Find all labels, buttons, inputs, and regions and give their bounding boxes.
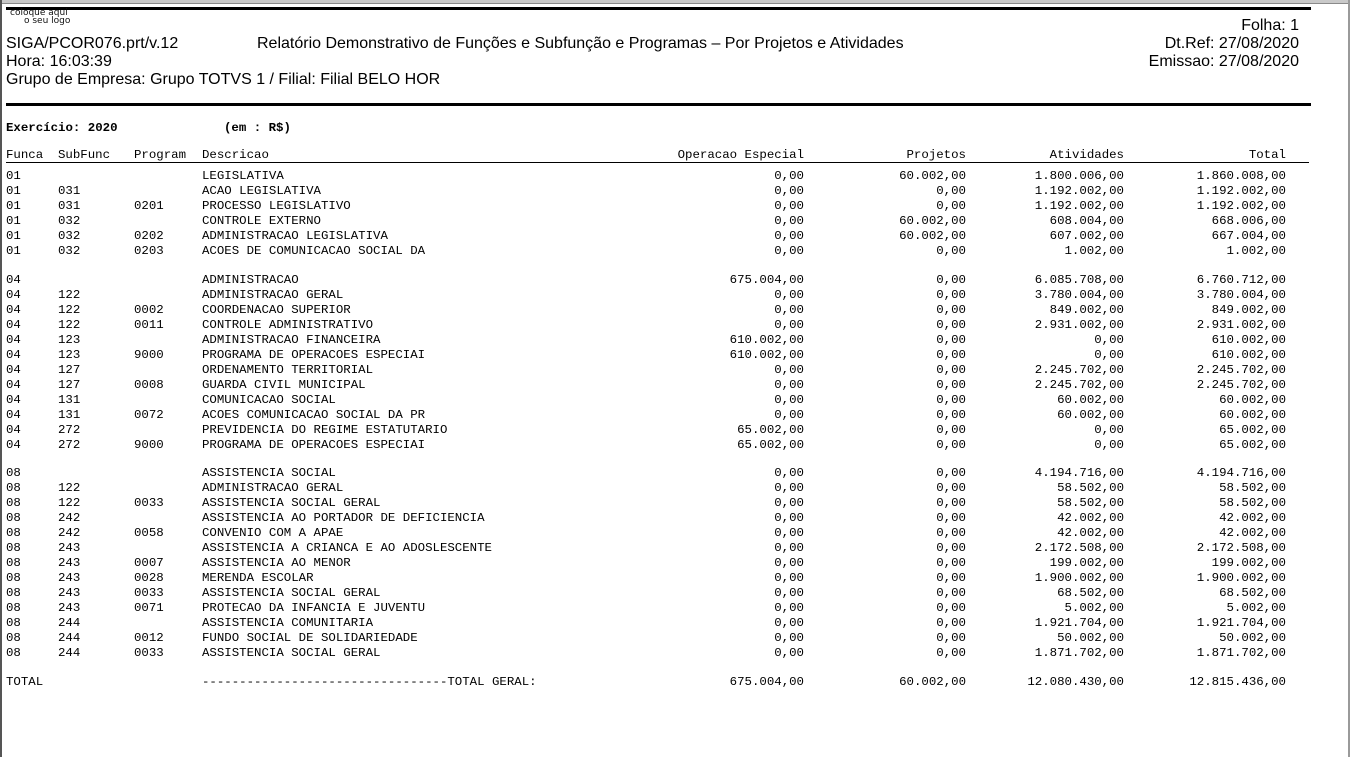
row-program: 0201 (134, 199, 164, 213)
row-atividades: 58.502,00 (1057, 496, 1124, 510)
row-atividades: 0,00 (1094, 333, 1124, 347)
row-descricao: ASSISTENCIA SOCIAL GERAL (202, 586, 381, 600)
row-total: 6.760.712,00 (1196, 273, 1286, 287)
row-operacao: 0,00 (774, 586, 804, 600)
row-operacao: 0,00 (774, 601, 804, 615)
row-operacao: 0,00 (774, 556, 804, 570)
col-header-operacao: Operacao Especial (677, 148, 804, 162)
header-bottom-rule (6, 103, 1311, 106)
row-total: 1.002,00 (1226, 244, 1286, 258)
row-total: 2.931.002,00 (1196, 318, 1286, 332)
table-row (6, 169, 1306, 183)
row-descricao: PROGRAMA DE OPERACOES ESPECIAI (202, 348, 426, 362)
table-row (6, 631, 1306, 645)
row-projetos: 0,00 (936, 601, 966, 615)
issue-date: Emissao: 27/08/2020 (1148, 53, 1299, 70)
row-projetos: 0,00 (936, 496, 966, 510)
table-row (6, 229, 1306, 243)
row-funca: 04 (6, 363, 21, 377)
row-funca: 08 (6, 511, 21, 525)
row-projetos: 0,00 (936, 571, 966, 585)
col-header-program: Program (134, 148, 187, 162)
row-funca: 01 (6, 184, 21, 198)
row-funca: 04 (6, 393, 21, 407)
row-funca: 08 (6, 631, 21, 645)
row-atividades: 608.004,00 (1049, 214, 1124, 228)
column-header-rule (6, 162, 1309, 163)
row-funca: 08 (6, 541, 21, 555)
row-atividades: 68.502,00 (1057, 586, 1124, 600)
row-total: 65.002,00 (1219, 423, 1286, 437)
col-header-funca: Funca (6, 148, 44, 162)
row-atividades: 0,00 (1094, 348, 1124, 362)
row-operacao: 0,00 (774, 496, 804, 510)
row-funca: 01 (6, 169, 21, 183)
row-atividades: 607.002,00 (1049, 229, 1124, 243)
row-operacao: 0,00 (774, 526, 804, 540)
row-descricao: PROCESSO LEGISLATIVO (202, 199, 351, 213)
row-subfunc: 242 (58, 511, 81, 525)
table-row (6, 273, 1306, 287)
table-row (6, 526, 1306, 540)
report-time: Hora: 16:03:39 (6, 53, 112, 70)
row-projetos: 0,00 (936, 438, 966, 452)
col-header-projetos: Projetos (906, 148, 966, 162)
row-funca: 01 (6, 199, 21, 213)
row-subfunc: 243 (58, 541, 81, 555)
row-atividades: 2.172.508,00 (1034, 541, 1124, 555)
row-operacao: 0,00 (774, 303, 804, 317)
row-projetos: 0,00 (936, 363, 966, 377)
row-total: 60.002,00 (1219, 408, 1286, 422)
row-funca: 08 (6, 571, 21, 585)
row-funca: 04 (6, 288, 21, 302)
row-total: 58.502,00 (1219, 481, 1286, 495)
row-program: 0033 (134, 496, 164, 510)
row-atividades: 3.780.004,00 (1034, 288, 1124, 302)
row-operacao: 0,00 (774, 646, 804, 660)
row-subfunc: 272 (58, 438, 81, 452)
row-operacao: 0,00 (774, 466, 804, 480)
row-funca: 08 (6, 496, 21, 510)
row-atividades: 6.085.708,00 (1034, 273, 1124, 287)
window-left-border (0, 0, 2, 757)
row-atividades: 0,00 (1094, 423, 1124, 437)
row-projetos: 0,00 (936, 466, 966, 480)
row-atividades: 1.900.002,00 (1034, 571, 1124, 585)
row-atividades: 2.245.702,00 (1034, 378, 1124, 392)
row-operacao: 675.004,00 (729, 273, 804, 287)
row-descricao: CONTROLE EXTERNO (202, 214, 321, 228)
row-operacao: 0,00 (774, 541, 804, 555)
col-header-total: Total (1248, 148, 1286, 162)
table-row (6, 393, 1306, 407)
row-subfunc: 122 (58, 481, 81, 495)
row-subfunc: 122 (58, 496, 81, 510)
program-id: SIGA/PCOR076.prt/v.12 (6, 35, 179, 52)
row-program: 0007 (134, 556, 164, 570)
row-subfunc: 032 (58, 214, 81, 228)
reference-date: Dt.Ref: 27/08/2020 (1164, 35, 1299, 52)
table-row (6, 303, 1306, 317)
company-group: Grupo de Empresa: Grupo TOTVS 1 / Filial: Filial BELO HOR (6, 71, 441, 88)
logo-line-1: coloque aqui (10, 8, 68, 18)
row-descricao: FUNDO SOCIAL DE SOLIDARIEDADE (202, 631, 418, 645)
col-header-subfunc: SubFunc (58, 148, 111, 162)
row-projetos: 0,00 (936, 616, 966, 630)
row-program: 0071 (134, 601, 164, 615)
row-atividades: 199.002,00 (1049, 556, 1124, 570)
row-total: 5.002,00 (1226, 601, 1286, 615)
row-subfunc: 032 (58, 229, 81, 243)
row-subfunc: 244 (58, 631, 81, 645)
row-projetos: 0,00 (936, 273, 966, 287)
row-atividades: 1.871.702,00 (1034, 646, 1124, 660)
row-descricao: ASSISTENCIA COMUNITARIA (202, 616, 374, 630)
row-operacao: 0,00 (774, 571, 804, 585)
row-total: 668.006,00 (1211, 214, 1286, 228)
table-row (6, 348, 1306, 362)
row-atividades: 60.002,00 (1057, 393, 1124, 407)
row-total: 610.002,00 (1211, 348, 1286, 362)
row-projetos: 0,00 (936, 393, 966, 407)
row-funca: 04 (6, 333, 21, 347)
row-projetos: 0,00 (936, 526, 966, 540)
row-operacao: 0,00 (774, 511, 804, 525)
row-funca: 01 (6, 214, 21, 228)
row-total: 1.860.008,00 (1196, 169, 1286, 183)
row-subfunc: 244 (58, 646, 81, 660)
row-total: 4.194.716,00 (1196, 466, 1286, 480)
row-descricao: ASSISTENCIA SOCIAL (202, 466, 336, 480)
table-row (6, 378, 1306, 392)
row-program: 0011 (134, 318, 164, 332)
row-atividades: 50.002,00 (1057, 631, 1124, 645)
row-total: 2.245.702,00 (1196, 363, 1286, 377)
row-descricao: CONTROLE ADMINISTRATIVO (202, 318, 374, 332)
row-funca: 08 (6, 466, 21, 480)
row-subfunc: 242 (58, 526, 81, 540)
row-operacao: 0,00 (774, 244, 804, 258)
table-row (6, 556, 1306, 570)
row-subfunc: 122 (58, 318, 81, 332)
report-title: Relatório Demonstrativo de Funções e Subfunção e Programas – Por Projetos e Atividades (257, 35, 904, 52)
row-funca: 04 (6, 318, 21, 332)
row-descricao: ASSISTENCIA AO MENOR (202, 556, 351, 570)
row-operacao: 0,00 (774, 199, 804, 213)
row-subfunc: 031 (58, 184, 81, 198)
row-subfunc: 031 (58, 199, 81, 213)
row-subfunc: 243 (58, 586, 81, 600)
table-row (6, 466, 1306, 480)
total-row (6, 675, 1306, 689)
table-row (6, 481, 1306, 495)
row-operacao: 0,00 (774, 408, 804, 422)
table-row (6, 363, 1306, 377)
row-total: 849.002,00 (1211, 303, 1286, 317)
row-operacao: 0,00 (774, 481, 804, 495)
row-total: 610.002,00 (1211, 333, 1286, 347)
table-row (6, 646, 1306, 660)
row-projetos: 0,00 (936, 646, 966, 660)
row-atividades: 42.002,00 (1057, 526, 1124, 540)
row-descricao: COMUNICACAO SOCIAL (202, 393, 336, 407)
row-projetos: 0,00 (936, 303, 966, 317)
row-projetos: 0,00 (936, 378, 966, 392)
row-operacao: 0,00 (774, 378, 804, 392)
table-row (6, 333, 1306, 347)
row-funca: 04 (6, 438, 21, 452)
row-subfunc: 122 (58, 288, 81, 302)
row-subfunc: 243 (58, 601, 81, 615)
row-subfunc: 243 (58, 556, 81, 570)
currency-unit: (em : R$) (224, 121, 291, 135)
row-atividades: 4.194.716,00 (1034, 466, 1124, 480)
row-operacao: 0,00 (774, 214, 804, 228)
row-descricao: ACOES DE COMUNICACAO SOCIAL DA (202, 244, 426, 258)
table-row (6, 541, 1306, 555)
row-descricao: COORDENACAO SUPERIOR (202, 303, 351, 317)
row-projetos: 0,00 (936, 481, 966, 495)
row-operacao: 65.002,00 (737, 423, 804, 437)
row-descricao: ACOES COMUNICACAO SOCIAL DA PR (202, 408, 426, 422)
row-funca: 08 (6, 601, 21, 615)
row-projetos: 0,00 (936, 348, 966, 362)
row-projetos: 0,00 (936, 541, 966, 555)
row-descricao: ASSISTENCIA SOCIAL GERAL (202, 496, 381, 510)
total-projetos: 60.002,00 (899, 675, 966, 689)
row-funca: 01 (6, 244, 21, 258)
row-program: 0012 (134, 631, 164, 645)
page-number: Folha: 1 (1241, 17, 1299, 34)
row-funca: 04 (6, 303, 21, 317)
row-total: 60.002,00 (1219, 393, 1286, 407)
row-total: 1.871.702,00 (1196, 646, 1286, 660)
row-operacao: 610.002,00 (729, 333, 804, 347)
table-row (6, 288, 1306, 302)
row-subfunc: 123 (58, 333, 81, 347)
table-row (6, 423, 1306, 437)
row-program: 0202 (134, 229, 164, 243)
row-program: 9000 (134, 348, 164, 362)
row-total: 2.172.508,00 (1196, 541, 1286, 555)
row-operacao: 0,00 (774, 229, 804, 243)
row-subfunc: 123 (58, 348, 81, 362)
row-subfunc: 032 (58, 244, 81, 258)
row-descricao: PREVIDENCIA DO REGIME ESTATUTARIO (202, 423, 448, 437)
row-funca: 04 (6, 273, 21, 287)
row-total: 50.002,00 (1219, 631, 1286, 645)
table-row (6, 438, 1306, 452)
column-header-row (6, 148, 1306, 162)
logo-line-2: o seu logo (24, 16, 71, 26)
row-program: 0072 (134, 408, 164, 422)
table-row (6, 586, 1306, 600)
row-projetos: 0,00 (936, 408, 966, 422)
row-total: 3.780.004,00 (1196, 288, 1286, 302)
row-subfunc: 122 (58, 303, 81, 317)
row-projetos: 0,00 (936, 244, 966, 258)
row-funca: 04 (6, 348, 21, 362)
row-funca: 08 (6, 646, 21, 660)
row-descricao: LEGISLATIVA (202, 169, 284, 183)
row-atividades: 0,00 (1094, 438, 1124, 452)
row-operacao: 0,00 (774, 169, 804, 183)
row-atividades: 2.931.002,00 (1034, 318, 1124, 332)
row-descricao: ORDENAMENTO TERRITORIAL (202, 363, 374, 377)
row-funca: 08 (6, 616, 21, 630)
row-operacao: 0,00 (774, 616, 804, 630)
row-subfunc: 131 (58, 408, 81, 422)
row-subfunc: 127 (58, 378, 81, 392)
row-total: 199.002,00 (1211, 556, 1286, 570)
row-atividades: 2.245.702,00 (1034, 363, 1124, 377)
fiscal-year: Exercício: 2020 (6, 121, 118, 135)
row-program: 0058 (134, 526, 164, 540)
row-program: 0033 (134, 646, 164, 660)
row-descricao: ADMINISTRACAO GERAL (202, 481, 344, 495)
row-funca: 04 (6, 378, 21, 392)
row-descricao: ADMINISTRACAO (202, 273, 299, 287)
row-total: 1.192.002,00 (1196, 184, 1286, 198)
row-descricao: ASSISTENCIA A CRIANCA E AO ADOSLESCENTE (202, 541, 492, 555)
row-descricao: ADMINISTRACAO FINANCEIRA (202, 333, 381, 347)
row-funca: 08 (6, 481, 21, 495)
row-projetos: 0,00 (936, 511, 966, 525)
row-operacao: 65.002,00 (737, 438, 804, 452)
row-funca: 01 (6, 229, 21, 243)
row-operacao: 0,00 (774, 363, 804, 377)
row-descricao: ADMINISTRACAO GERAL (202, 288, 344, 302)
row-subfunc: 244 (58, 616, 81, 630)
row-descricao: PROTECAO DA INFANCIA E JUVENTU (202, 601, 426, 615)
row-subfunc: 272 (58, 423, 81, 437)
row-atividades: 1.002,00 (1064, 244, 1124, 258)
table-row (6, 199, 1306, 213)
row-operacao: 0,00 (774, 631, 804, 645)
row-descricao: ASSISTENCIA AO PORTADOR DE DEFICIENCIA (202, 511, 485, 525)
table-row (6, 601, 1306, 615)
row-total: 2.245.702,00 (1196, 378, 1286, 392)
row-projetos: 0,00 (936, 423, 966, 437)
total-atividades: 12.080.430,00 (1027, 675, 1124, 689)
row-descricao: GUARDA CIVIL MUNICIPAL (202, 378, 366, 392)
row-operacao: 610.002,00 (729, 348, 804, 362)
row-funca: 04 (6, 423, 21, 437)
row-atividades: 1.192.002,00 (1034, 199, 1124, 213)
row-atividades: 60.002,00 (1057, 408, 1124, 422)
row-descricao: PROGRAMA DE OPERACOES ESPECIAI (202, 438, 426, 452)
row-subfunc: 131 (58, 393, 81, 407)
row-funca: 08 (6, 526, 21, 540)
row-operacao: 0,00 (774, 288, 804, 302)
col-header-atividades: Atividades (1049, 148, 1124, 162)
row-total: 42.002,00 (1219, 526, 1286, 540)
row-operacao: 0,00 (774, 318, 804, 332)
row-descricao: CONVENIO COM A APAE (202, 526, 344, 540)
row-projetos: 0,00 (936, 586, 966, 600)
row-funca: 08 (6, 556, 21, 570)
row-total: 1.900.002,00 (1196, 571, 1286, 585)
row-operacao: 0,00 (774, 184, 804, 198)
row-total: 68.502,00 (1219, 586, 1286, 600)
row-subfunc: 127 (58, 363, 81, 377)
row-total: 1.192.002,00 (1196, 199, 1286, 213)
row-subfunc: 243 (58, 571, 81, 585)
row-descricao: ADMINISTRACAO LEGISLATIVA (202, 229, 388, 243)
row-projetos: 0,00 (936, 199, 966, 213)
total-value: 12.815.436,00 (1189, 675, 1286, 689)
row-projetos: 0,00 (936, 318, 966, 332)
row-funca: 04 (6, 408, 21, 422)
row-atividades: 1.921.704,00 (1034, 616, 1124, 630)
row-atividades: 1.192.002,00 (1034, 184, 1124, 198)
total-operacao: 675.004,00 (729, 675, 804, 689)
row-descricao: MERENDA ESCOLAR (202, 571, 314, 585)
table-row (6, 244, 1306, 258)
row-program: 0002 (134, 303, 164, 317)
row-total: 1.921.704,00 (1196, 616, 1286, 630)
total-description: ---------------------------------TOTAL GERAL: (202, 675, 537, 689)
header-top-rule (6, 7, 1311, 10)
row-atividades: 42.002,00 (1057, 511, 1124, 525)
table-row (6, 496, 1306, 510)
row-projetos: 0,00 (936, 288, 966, 302)
row-program: 0008 (134, 378, 164, 392)
total-label: TOTAL (6, 675, 44, 689)
row-atividades: 58.502,00 (1057, 481, 1124, 495)
table-row (6, 616, 1306, 630)
table-row (6, 214, 1306, 228)
row-projetos: 60.002,00 (899, 229, 966, 243)
row-projetos: 0,00 (936, 631, 966, 645)
row-total: 65.002,00 (1219, 438, 1286, 452)
row-atividades: 849.002,00 (1049, 303, 1124, 317)
company-logo-placeholder (10, 9, 110, 27)
row-projetos: 60.002,00 (899, 214, 966, 228)
row-descricao: ASSISTENCIA SOCIAL GERAL (202, 646, 381, 660)
col-header-descricao: Descricao (202, 148, 269, 162)
row-total: 58.502,00 (1219, 496, 1286, 510)
row-atividades: 5.002,00 (1064, 601, 1124, 615)
row-projetos: 60.002,00 (899, 169, 966, 183)
row-funca: 08 (6, 586, 21, 600)
row-total: 42.002,00 (1219, 511, 1286, 525)
row-total: 667.004,00 (1211, 229, 1286, 243)
row-operacao: 0,00 (774, 393, 804, 407)
row-atividades: 1.800.006,00 (1034, 169, 1124, 183)
row-program: 9000 (134, 438, 164, 452)
window-top-border (0, 0, 1350, 4)
row-projetos: 0,00 (936, 184, 966, 198)
row-projetos: 0,00 (936, 556, 966, 570)
table-row (6, 408, 1306, 422)
table-row (6, 184, 1306, 198)
row-program: 0203 (134, 244, 164, 258)
row-projetos: 0,00 (936, 333, 966, 347)
row-program: 0028 (134, 571, 164, 585)
row-program: 0033 (134, 586, 164, 600)
table-row (6, 571, 1306, 585)
table-row (6, 511, 1306, 525)
row-descricao: ACAO LEGISLATIVA (202, 184, 321, 198)
table-row (6, 318, 1306, 332)
